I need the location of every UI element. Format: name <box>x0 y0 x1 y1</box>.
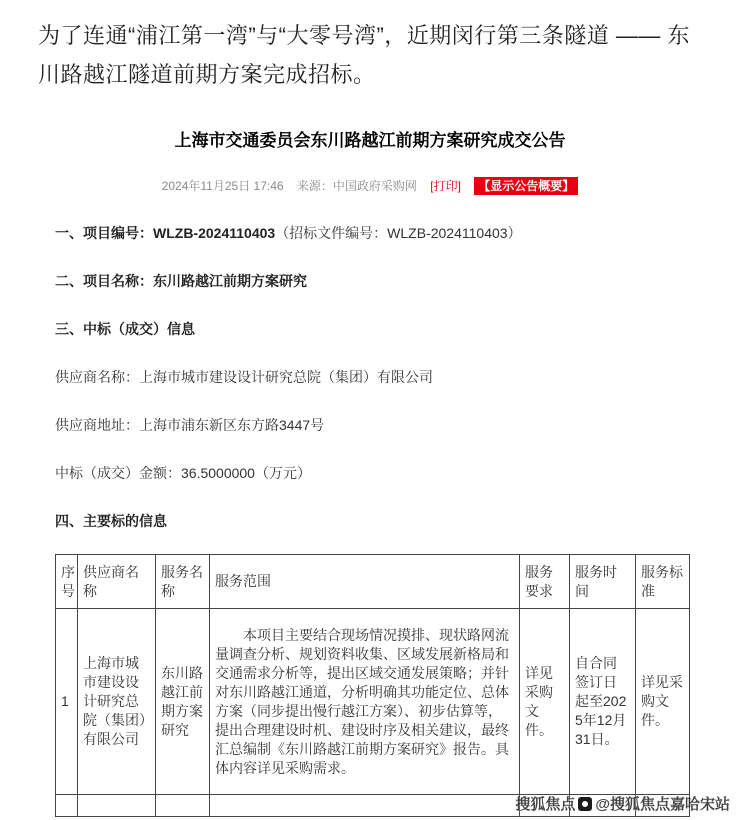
cell-service-requirement: 详见采购文件。 <box>520 609 570 795</box>
award-details-table <box>55 554 690 817</box>
main-subject-bold: 四、主要标的信息 <box>55 513 167 529</box>
announcement-body <box>55 194 685 530</box>
award-amount-normal: 中标（成交）金额：36.5000000（万元） <box>55 465 311 481</box>
cell-seq: 1 <box>56 609 78 795</box>
empty-cell <box>210 795 520 817</box>
cell-service-name: 东川路越江前期方案研究 <box>156 609 210 795</box>
watermark-brand: 搜狐焦点 <box>515 796 576 813</box>
watermark <box>515 793 730 814</box>
publish-datetime: 2024年11月25日 17:46 <box>161 179 284 193</box>
service-scope-text: 本项目主要结合现场情况摸排、现状路网流量调查分析、规划资料收集、区域发展新格局和交通需求分析等，提出区域交通发展策略；并针对东川路越江通道，分析明确其功能定位、总体方案（同步提出慢行越江方案）、初步估算等，提出合理建设时机、建设时序及相关建议，最终汇总编制《东川路越江前期方案研究》报告。具体内容详见采购需求。 <box>215 626 509 776</box>
supplier-name-normal: 供应商名称：上海市城市建设设计研究总院（集团）有限公司 <box>55 369 433 385</box>
article-intro: 为了连通“浦江第一湾”与“大零号湾”，近期闵行第三条隧道 —— 东川路越江隧道前期方案完成招标。 <box>38 23 691 87</box>
announcement-title: 上海市交通委员会东川路越江前期方案研究成交公告 <box>174 131 566 150</box>
project-number-bold: 一、项目编号：WLZB-2024110403 <box>55 225 276 241</box>
project-number-normal: （招标文件编号：WLZB-2024110403） <box>275 225 522 241</box>
award-info-bold: 三、中标（成交）信息 <box>55 321 195 337</box>
empty-cell <box>156 795 210 817</box>
supplier-name-line <box>55 338 685 386</box>
col-header-service-scope: 服务范围 <box>210 555 520 609</box>
cell-supplier: 上海市城市建设设计研究总院（集团）有限公司 <box>78 609 156 795</box>
watermark-suffix: @搜狐焦点嘉哈宋站 <box>595 796 730 813</box>
col-header-service-requirement: 服务要求 <box>520 555 570 609</box>
supplier-address-line <box>55 386 685 434</box>
empty-cell <box>56 795 78 817</box>
project-name-line <box>55 242 685 290</box>
announcement-meta <box>0 177 740 194</box>
project-name-bold: 二、项目名称：东川路越江前期方案研究 <box>55 273 307 289</box>
col-header-service-name: 服务名称 <box>156 555 210 609</box>
cell-service-standard: 详见采购文件。 <box>636 609 690 795</box>
empty-cell <box>78 795 156 817</box>
col-header-seq: 序号 <box>56 555 78 609</box>
col-header-supplier: 供应商名称 <box>78 555 156 609</box>
col-header-service-standard: 服务标准 <box>636 555 690 609</box>
table-row <box>56 609 690 795</box>
cell-service-time: 自合同签订日起至2025年12月31日。 <box>570 609 636 795</box>
supplier-address-normal: 供应商地址：上海市浦东新区东方路3447号 <box>55 417 325 433</box>
show-summary-button[interactable]: 【显示公告概要】 <box>474 177 578 195</box>
project-number-line <box>55 194 685 242</box>
cell-service-scope <box>210 609 520 795</box>
main-subject-heading <box>55 482 685 530</box>
table-header-row <box>56 555 690 609</box>
print-button[interactable]: [打印] <box>430 179 461 193</box>
award-info-heading <box>55 290 685 338</box>
source-label: 来源：中国政府采购网 <box>296 179 417 193</box>
sohu-focus-logo-icon <box>578 797 592 811</box>
award-amount-line <box>55 434 685 482</box>
col-header-service-time: 服务时间 <box>570 555 636 609</box>
